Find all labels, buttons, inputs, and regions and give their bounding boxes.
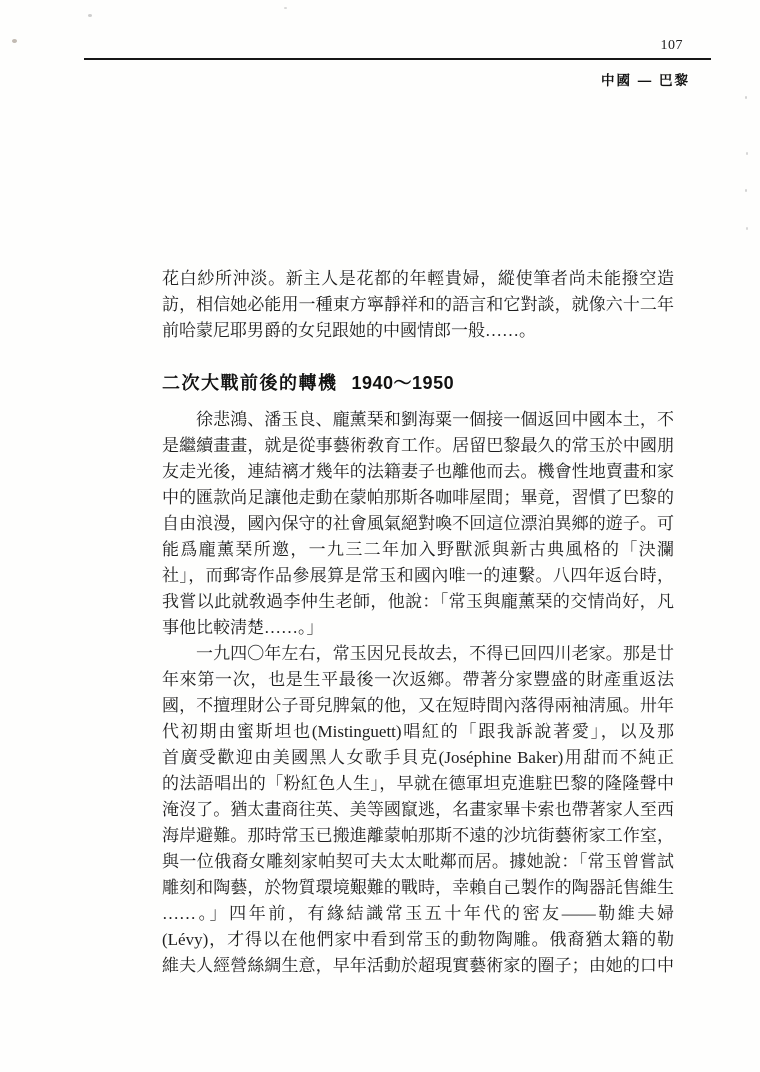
text-line: 中的匯款尚足讓他走動在蒙帕那斯各咖啡屋間；畢竟，習慣了巴黎的 <box>162 488 674 507</box>
text-line: 花白紗所沖淡。新主人是花都的年輕貴婦，縱使筆者尚未能撥空造 <box>162 269 674 288</box>
text-line: 年來第一次，也是生平最後一次返鄉。帶著分家豐盛的財產重返法 <box>162 670 674 689</box>
text-line: 事他比較淸楚……。」 <box>162 618 324 637</box>
text-line: 與一位俄裔女雕刻家帕契可夫太太毗鄰而居。據她說：「常玉曾嘗試 <box>162 852 674 871</box>
text-line: 海岸避難。那時常玉已搬進離蒙帕那斯不遠的沙坑街藝術家工作室， <box>162 826 674 845</box>
text-line: 前哈蒙尼耶男爵的女兒跟她的中國情郎一般……。 <box>162 321 536 340</box>
text-line: 是繼續畫畫，就是從事藝術敎育工作。居留巴黎最久的常玉於中國朋 <box>162 436 674 455</box>
text-column <box>162 266 674 979</box>
running-head: 中國 — 巴黎 <box>600 73 690 88</box>
text-line: 首廣受歡迎由美國黑人女歌手貝克(Joséphine Baker)用甜而不純正 <box>162 748 674 767</box>
text-line: 代初期由蜜斯坦也(Mistinguett)唱紅的「跟我訴說著愛」，以及那 <box>162 722 674 741</box>
scan-speck <box>746 152 748 155</box>
section-heading-title: 二次大戰前後的轉機 <box>162 373 338 393</box>
section-heading <box>162 370 674 395</box>
text-line: 我嘗以此就敎過李仲生老師，他說：「常玉與龐薰琹的交情尚好，凡 <box>162 592 674 611</box>
text-line: 雕刻和陶藝，於物質環境艱難的戰時，幸賴自己製作的陶器託售維生 <box>162 878 674 897</box>
scan-speck <box>284 7 287 9</box>
text-line: 能爲龐薰琹所邀，一九三二年加入野獸派與新古典風格的「決瀾 <box>162 540 674 559</box>
text-line: (Lévy)，才得以在他們家中看到常玉的動物陶雕。俄裔猶太籍的勒 <box>162 930 674 949</box>
text-line: 一九四〇年左右，常玉因兄長故去，不得已回四川老家。那是廿 <box>196 644 674 663</box>
section-heading-period: 1940～1950 <box>351 373 455 393</box>
text-line: 的法語唱出的「粉紅色人生」，早就在德軍坦克進駐巴黎的隆隆聲中 <box>162 774 674 793</box>
text-line: 徐悲鴻、潘玉良、龐薰琹和劉海粟一個接一個返回中國本土，不 <box>196 410 674 429</box>
scan-speck <box>88 14 92 17</box>
scan-speck <box>745 96 747 99</box>
text-line: 維夫人經營絲綢生意，早年活動於超現實藝術家的圈子；由她的口中 <box>162 956 674 975</box>
text-line: ……。」四年前，有緣結識常玉五十年代的密友——勒維夫婦 <box>162 904 674 923</box>
text-line: 訪，相信她必能用一種東方寧靜祥和的語言和它對談，就像六十二年 <box>162 295 674 314</box>
text-line: 自由浪漫，國內保守的社會風氣絕對喚不回這位漂泊異鄉的遊子。可 <box>162 514 674 533</box>
scan-speck <box>745 189 747 192</box>
header-rule <box>84 58 711 60</box>
text-line: 社」，而郵寄作品參展算是常玉和國內唯一的連繫。八四年返台時， <box>162 566 674 585</box>
scan-speck <box>746 227 748 230</box>
text-line: 友走光後，連結褵才幾年的法籍妻子也離他而去。機會性地賣畫和家 <box>162 462 674 481</box>
text-line: 淹沒了。猶太畫商往英、美等國竄逃，名畫家畢卡索也帶著家人至西 <box>162 800 674 819</box>
text-line: 國，不擅理財公子哥兒脾氣的他，又在短時間內落得兩袖淸風。卅年 <box>162 696 674 715</box>
page-number: 107 <box>660 38 683 53</box>
scan-speck <box>12 39 17 43</box>
